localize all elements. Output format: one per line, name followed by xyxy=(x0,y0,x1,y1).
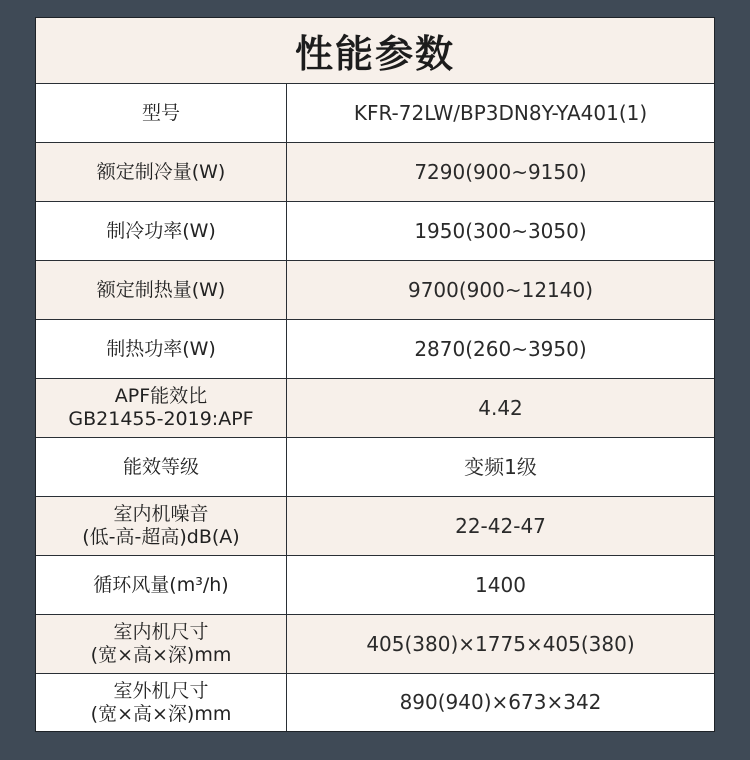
row-label-text: 制热功率(W) xyxy=(106,337,216,360)
table-row-outdoor-size xyxy=(36,674,714,731)
row-value: 22-42-47 xyxy=(455,513,546,538)
row-value: 7290(900~9150) xyxy=(414,159,587,184)
row-label xyxy=(36,556,287,614)
row-value: 9700(900~12140) xyxy=(407,277,594,302)
row-label-text: 制冷功率(W) xyxy=(106,219,216,242)
row-value: 4.42 xyxy=(478,395,523,420)
table-row-indoor-size xyxy=(36,615,714,674)
table-row-cooling-power xyxy=(36,202,714,261)
row-label xyxy=(36,84,287,142)
table-row-apf xyxy=(36,379,714,438)
row-label-text: 室内机尺寸 xyxy=(113,621,209,643)
table-row-indoor-noise xyxy=(36,497,714,556)
row-value: 变频1级 xyxy=(464,454,537,479)
row-label-text: 循环风量(m³/h) xyxy=(93,573,229,596)
row-label xyxy=(36,674,287,731)
row-label xyxy=(36,379,287,437)
table-row-airflow xyxy=(36,556,714,615)
row-label-text: 型号 xyxy=(141,101,180,124)
row-label-text: 额定制热量(W) xyxy=(96,278,226,301)
table-row-efficiency-grade xyxy=(36,438,714,497)
row-label xyxy=(36,261,287,319)
row-label-text: 能效等级 xyxy=(122,455,199,478)
spec-table xyxy=(35,17,715,732)
row-value: 405(380)×1775×405(380) xyxy=(366,631,635,656)
row-label-text: APF能效比 xyxy=(114,385,208,407)
row-label xyxy=(36,143,287,201)
row-value: 1950(300~3050) xyxy=(414,218,587,243)
row-label-subtext: (低-高-超高)dB(A) xyxy=(82,526,240,548)
row-label-text: 室内机噪音 xyxy=(113,503,209,525)
row-label xyxy=(36,202,287,260)
table-row-rated-cooling xyxy=(36,143,714,202)
row-label-text: 额定制冷量(W) xyxy=(96,160,226,183)
table-row-heating-power xyxy=(36,320,714,379)
row-label-subtext: (宽×高×深)mm xyxy=(90,702,232,725)
row-value: 890(940)×673×342 xyxy=(399,690,602,714)
row-label-subtext: GB21455-2019:APF xyxy=(68,408,254,430)
table-title: 性能参数 xyxy=(36,18,714,84)
row-label xyxy=(36,438,287,496)
row-label xyxy=(36,320,287,378)
row-label xyxy=(36,615,287,673)
table-row-model xyxy=(36,84,714,143)
row-label-subtext: (宽×高×深)mm xyxy=(90,644,232,666)
row-value: 1400 xyxy=(475,572,526,597)
row-label-text: 室外机尺寸 xyxy=(113,679,209,702)
table-row-rated-heating xyxy=(36,261,714,320)
row-value: KFR-72LW/BP3DN8Y-YA401(1) xyxy=(353,100,648,125)
row-value: 2870(260~3950) xyxy=(414,336,587,361)
row-label xyxy=(36,497,287,555)
